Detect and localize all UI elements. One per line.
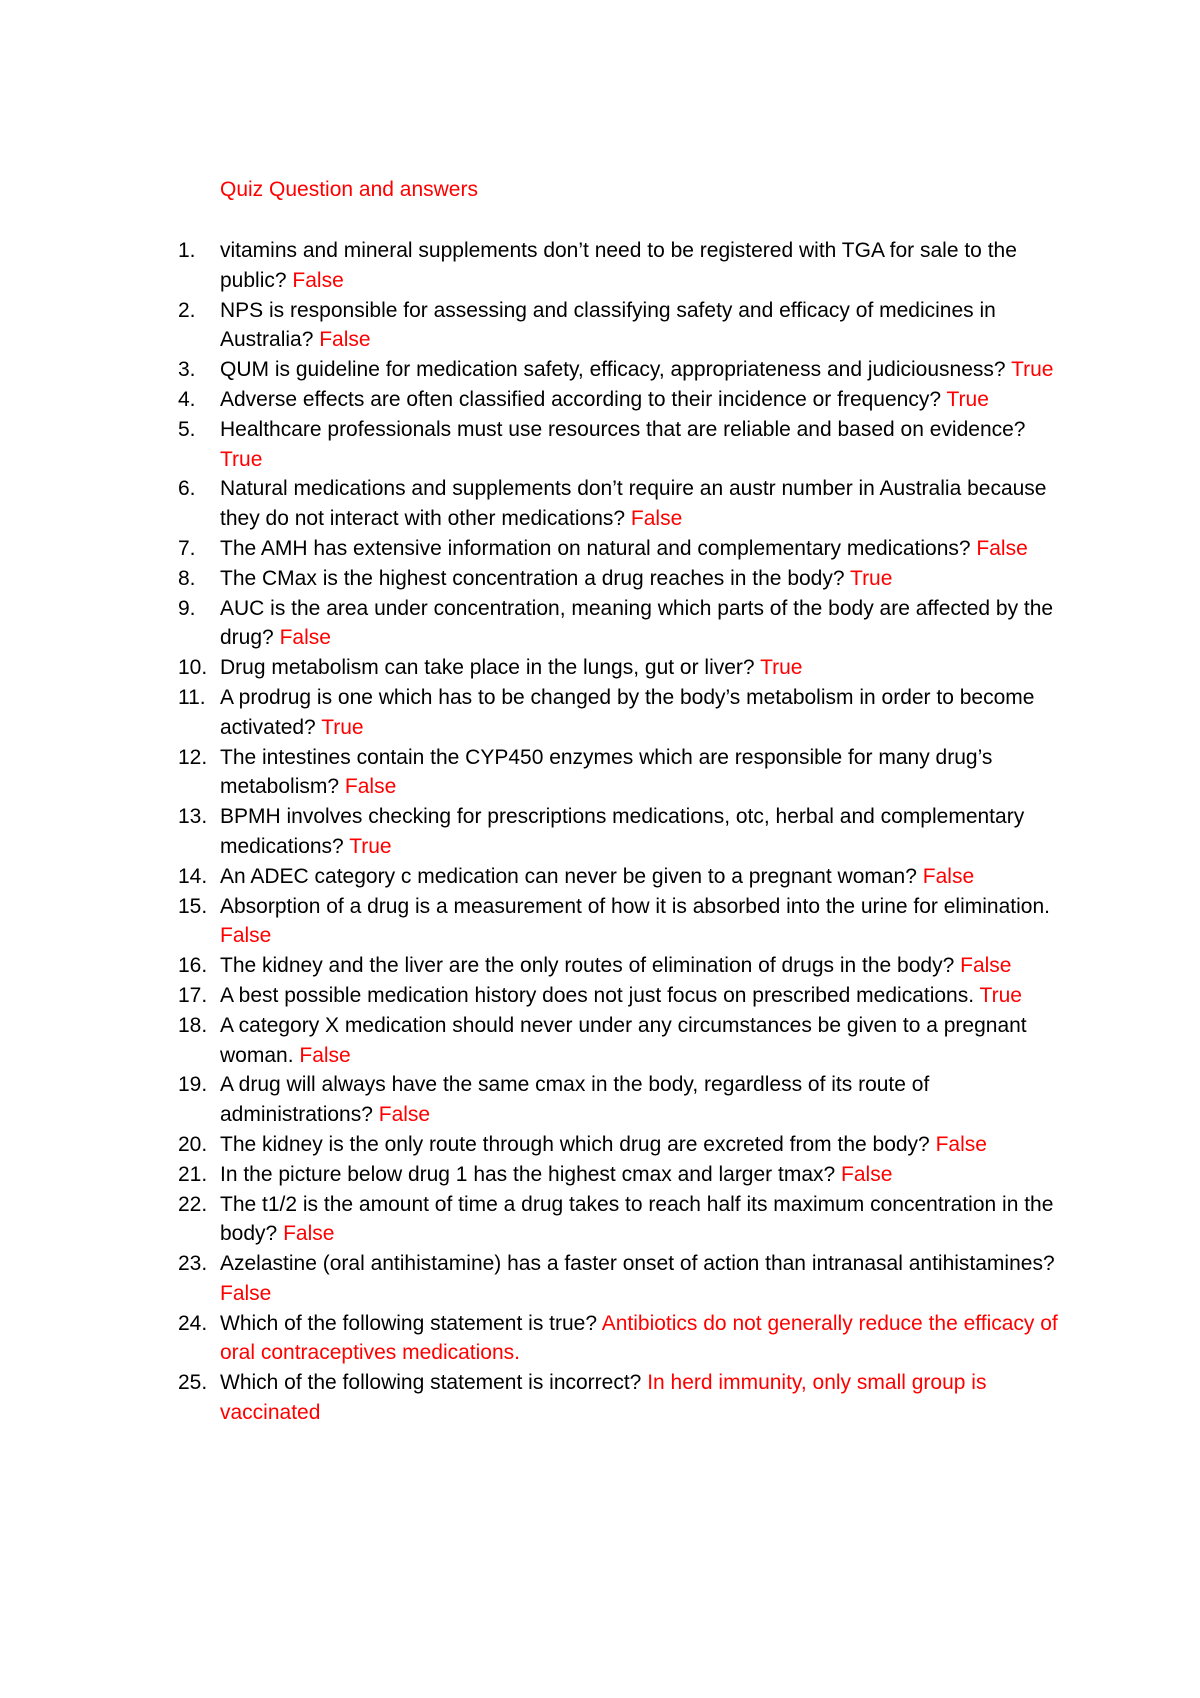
question-text: AUC is the area under concentration, meaning which parts of the body are affected by the drug? bbox=[220, 596, 1054, 650]
question-text: Which of the following statement is true? bbox=[220, 1311, 598, 1335]
question-item bbox=[0, 951, 1200, 981]
question-item bbox=[0, 385, 1200, 415]
question-number: 10. bbox=[178, 656, 208, 680]
question-item bbox=[0, 236, 1200, 296]
answer-text: True bbox=[220, 447, 263, 471]
question-number: 16. bbox=[178, 954, 208, 978]
answer-text: False bbox=[960, 954, 1012, 978]
question-number: 11. bbox=[178, 685, 206, 709]
question-number: 24. bbox=[178, 1311, 208, 1335]
question-text: vitamins and mineral supplements don’t need to be registered with TGA for sale to the public? bbox=[220, 239, 1017, 292]
question-text: Natural medications and supplements don’t require an austr number in Australia because they do not interact with other medications? bbox=[220, 477, 1047, 531]
question-list bbox=[0, 236, 1200, 1428]
answer-text: True bbox=[760, 656, 803, 680]
question-number: 25. bbox=[178, 1371, 208, 1395]
question-item bbox=[0, 743, 1200, 803]
answer-text: False bbox=[630, 507, 683, 531]
question-text: A best possible medication history does not just focus on prescribed medications. bbox=[220, 983, 975, 1007]
answer-text: False bbox=[319, 328, 371, 352]
question-number: 6. bbox=[178, 477, 196, 501]
question-number: 9. bbox=[178, 596, 196, 620]
question-number: 3. bbox=[178, 358, 196, 382]
answer-text: False bbox=[283, 1222, 335, 1246]
question-number: 12. bbox=[178, 745, 208, 769]
answer-text: False bbox=[279, 626, 331, 650]
answer-text: False bbox=[344, 775, 397, 799]
question-number: 18. bbox=[178, 1013, 208, 1037]
question-item bbox=[0, 474, 1200, 534]
question-text: A category X medication should never under any circumstances be given to a pregnant woman. bbox=[220, 1013, 1027, 1067]
question-item bbox=[0, 1070, 1200, 1130]
question-number: 15. bbox=[178, 894, 208, 918]
question-text: Adverse effects are often classified according to their incidence or frequency? bbox=[220, 387, 942, 411]
answer-text: True bbox=[850, 566, 893, 590]
question-item bbox=[0, 564, 1200, 594]
question-item bbox=[0, 1309, 1200, 1369]
question-number: 14. bbox=[178, 864, 208, 888]
question-text: The t1/2 is the amount of time a drug takes to reach half its maximum concentration in the body? bbox=[220, 1192, 1054, 1246]
answer-text: True bbox=[946, 387, 989, 411]
question-item bbox=[0, 1249, 1200, 1309]
question-item bbox=[0, 862, 1200, 892]
question-item bbox=[0, 1190, 1200, 1250]
question-item bbox=[0, 594, 1200, 654]
question-text: Absorption of a drug is a measurement of how it is absorbed into the urine for elimination. bbox=[220, 894, 1050, 918]
question-number: 5. bbox=[178, 417, 196, 441]
question-number: 23. bbox=[178, 1252, 208, 1276]
question-text: The AMH has extensive information on natural and complementary medications? bbox=[220, 536, 971, 560]
answer-text: False bbox=[292, 268, 344, 292]
question-number: 8. bbox=[178, 566, 196, 590]
question-number: 17. bbox=[178, 983, 208, 1007]
question-item bbox=[0, 355, 1200, 385]
question-number: 21. bbox=[178, 1162, 208, 1186]
question-text: A prodrug is one which has to be changed by the body’s metabolism in order to become activated? bbox=[220, 685, 1035, 739]
question-text: A drug will always have the same cmax in the body, regardless of its route of administrations? bbox=[220, 1073, 930, 1127]
question-text: Azelastine (oral antihistamine) has a faster onset of action than intranasal antihistamines? bbox=[220, 1252, 1055, 1276]
answer-text: False bbox=[976, 536, 1028, 560]
question-text: BPMH involves checking for prescriptions medications, otc, herbal and complementary medications? bbox=[220, 805, 1025, 858]
question-item bbox=[0, 1160, 1200, 1190]
answer-text: True bbox=[321, 715, 364, 739]
question-text: An ADEC category c medication can never be given to a pregnant woman? bbox=[220, 864, 917, 888]
question-text: Drug metabolism can take place in the lungs, gut or liver? bbox=[220, 656, 755, 680]
question-number: 22. bbox=[178, 1192, 208, 1216]
question-item bbox=[0, 415, 1200, 475]
question-number: 2. bbox=[178, 298, 196, 322]
question-text: The intestines contain the CYP450 enzymes which are responsible for many drug’s metabolism? bbox=[220, 745, 993, 799]
answer-text: In herd immunity, only small group is vaccinated bbox=[220, 1371, 987, 1425]
answer-text: False bbox=[378, 1103, 431, 1127]
question-item bbox=[0, 1011, 1200, 1071]
answer-text: False bbox=[299, 1043, 351, 1067]
answer-text: False bbox=[922, 864, 975, 888]
answer-text: False bbox=[220, 1281, 272, 1305]
question-item bbox=[0, 981, 1200, 1011]
question-text: The kidney and the liver are the only routes of elimination of drugs in the body? bbox=[220, 954, 955, 978]
question-number: 1. bbox=[178, 239, 196, 262]
question-text: QUM is guideline for medication safety, efficacy, appropriateness and judiciousness? bbox=[220, 358, 1006, 382]
answer-text: True bbox=[979, 983, 1022, 1007]
answer-text: False bbox=[841, 1162, 893, 1186]
question-number: 20. bbox=[178, 1132, 208, 1156]
question-item bbox=[0, 802, 1200, 862]
question-item bbox=[0, 1130, 1200, 1160]
answer-text: False bbox=[220, 924, 272, 948]
question-text: NPS is responsible for assessing and classifying safety and efficacy of medicines in Australia? bbox=[220, 298, 996, 352]
question-text: In the picture below drug 1 has the highest cmax and larger tmax? bbox=[220, 1162, 836, 1186]
answer-text: True bbox=[1011, 358, 1054, 382]
answer-text: Antibiotics do not generally reduce the efficacy of oral contraceptives medications. bbox=[220, 1311, 1058, 1365]
question-number: 4. bbox=[178, 387, 196, 411]
question-number: 19. bbox=[178, 1073, 208, 1097]
question-item bbox=[0, 296, 1200, 356]
question-number: 13. bbox=[178, 805, 208, 829]
question-item bbox=[0, 683, 1200, 743]
question-item bbox=[0, 1368, 1200, 1428]
question-item bbox=[0, 534, 1200, 564]
question-text: The kidney is the only route through which drug are excreted from the body? bbox=[220, 1132, 930, 1156]
question-text: Healthcare professionals must use resources that are reliable and based on evidence? bbox=[220, 417, 1026, 441]
question-item bbox=[0, 892, 1200, 952]
answer-text: False bbox=[935, 1132, 987, 1156]
answer-text: True bbox=[349, 834, 392, 858]
question-number: 7. bbox=[178, 536, 196, 560]
question-item bbox=[0, 653, 1200, 683]
question-text: Which of the following statement is incorrect? bbox=[220, 1371, 642, 1395]
question-text: The CMax is the highest concentration a drug reaches in the body? bbox=[220, 566, 845, 590]
document-title: Quiz Question and answers bbox=[220, 178, 478, 201]
